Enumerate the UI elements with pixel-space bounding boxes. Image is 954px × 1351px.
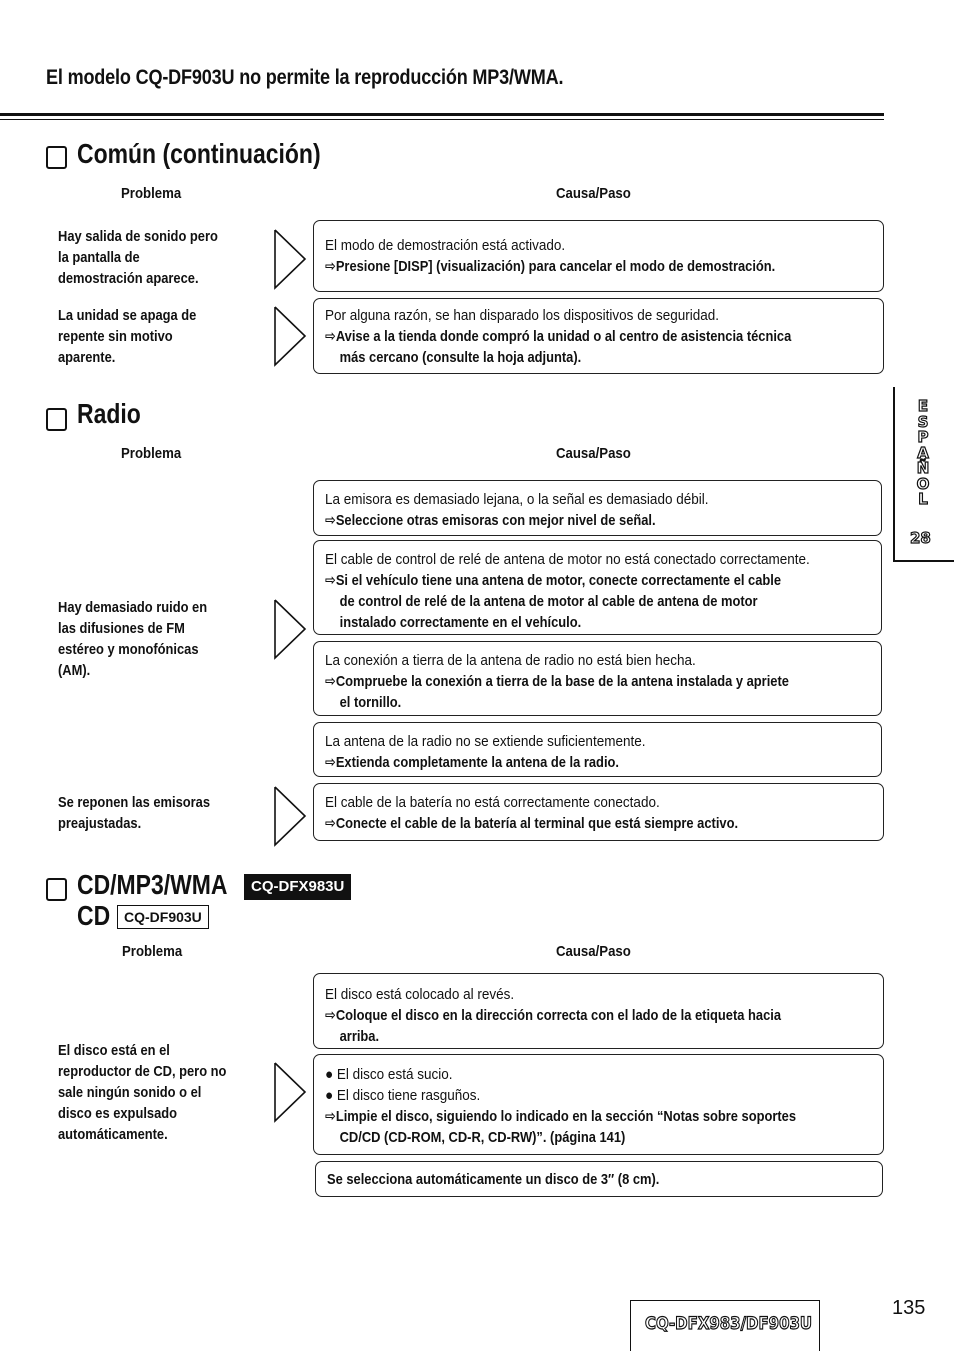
problem-fm-am-noise: Hay demasiado ruido en las difusiones de FM estéreo y monofónicas (AM). xyxy=(58,599,208,679)
pointer-triangle-icon xyxy=(273,228,307,290)
column-header-problem: Problema xyxy=(122,943,183,960)
section-title-cd-mp3-wma: CD/MP3/WMA xyxy=(77,869,228,900)
column-header-cause: Causa/Paso xyxy=(556,943,631,960)
side-tab-letters: E S P A Ñ O L xyxy=(916,397,930,508)
language-side-tab xyxy=(893,387,954,562)
cause-box: ● El disco está sucio. ● El disco tiene rasguños. ⇨Limpie el disco, siguiendo lo indicado en la sección “Notas sobre soportes CD/CD (CD-ROM, CD-R, CD-RW)”. (página 141) xyxy=(313,1054,884,1155)
section-square-icon xyxy=(46,408,67,431)
model-badge-df903u: CQ-DF903U xyxy=(117,905,209,929)
footer-model-name: CQ-DFX983/DF903U xyxy=(645,1314,813,1334)
problem-cd-no-sound: El disco está en el reproductor de CD, pero no sale ningún sonido o el disco es expulsado automáticamente. xyxy=(58,1042,227,1143)
section-square-icon xyxy=(46,146,67,169)
section-title-cd: CD xyxy=(77,900,111,931)
problem-unit-shuts-off: La unidad se apaga de repente sin motivo aparente. xyxy=(58,307,197,366)
side-tab-number: 28 xyxy=(910,529,931,547)
cause-box: Se selecciona automáticamente un disco de 3″ (8 cm). xyxy=(315,1161,883,1197)
section-square-icon xyxy=(46,878,67,901)
problem-demo-display: Hay salida de sonido pero la pantalla de demostración aparece. xyxy=(58,228,218,287)
page-number: 135 xyxy=(892,1297,926,1319)
page-header-title: El modelo CQ-DF903U no permite la reproducción MP3/WMA. xyxy=(46,66,564,89)
pointer-triangle-icon xyxy=(273,305,307,367)
column-header-problem: Problema xyxy=(121,185,182,202)
cause-box: El cable de control de relé de antena de motor no está conectado correctamente. ⇨Si el vehículo tiene una antena de motor, conecte correctamente el cable de control de relé de la antena de motor al cable de antena de motor instalado correctamente en el vehículo. xyxy=(313,540,882,635)
footer-model-box xyxy=(630,1300,820,1351)
pointer-triangle-icon xyxy=(273,1061,307,1123)
header-rule-thick xyxy=(0,113,884,116)
cause-box: El cable de la batería no está correctamente conectado. ⇨Conecte el cable de la batería al terminal que está siempre activo. xyxy=(313,783,884,841)
section-title-radio: Radio xyxy=(77,398,141,429)
model-badge-dfx983u: CQ-DFX983U xyxy=(244,874,351,900)
cause-box: El disco está colocado al revés. ⇨Coloque el disco en la dirección correcta con el lado de la etiqueta hacia arriba. xyxy=(313,973,884,1049)
cause-box: Por alguna razón, se han disparado los dispositivos de seguridad. ⇨Avise a la tienda donde compró la unidad o al centro de asistencia técnica más cercano (consulte la hoja adjunta). xyxy=(313,298,884,374)
cause-box: La antena de la radio no se extiende suficientemente. ⇨Extienda completamente la antena de la radio. xyxy=(313,722,882,777)
cause-box: El modo de demostración está activado. ⇨Presione [DISP] (visualización) para cancelar el modo de demostración. xyxy=(313,220,884,292)
cause-box: La conexión a tierra de la antena de radio no está bien hecha. ⇨Compruebe la conexión a tierra de la base de la antena instalada y apriete el tornillo. xyxy=(313,641,882,716)
column-header-cause: Causa/Paso xyxy=(556,185,631,202)
section-title-comun: Común (continuación) xyxy=(77,138,321,169)
problem-presets-reset: Se reponen las emisoras preajustadas. xyxy=(58,794,211,832)
cause-box: La emisora es demasiado lejana, o la señal es demasiado débil. ⇨Seleccione otras emisoras con mejor nivel de señal. xyxy=(313,480,882,536)
header-rule-thin xyxy=(0,119,884,120)
pointer-triangle-icon xyxy=(273,785,307,847)
column-header-cause: Causa/Paso xyxy=(556,445,631,462)
pointer-triangle-icon xyxy=(273,598,307,660)
column-header-problem: Problema xyxy=(121,445,182,462)
